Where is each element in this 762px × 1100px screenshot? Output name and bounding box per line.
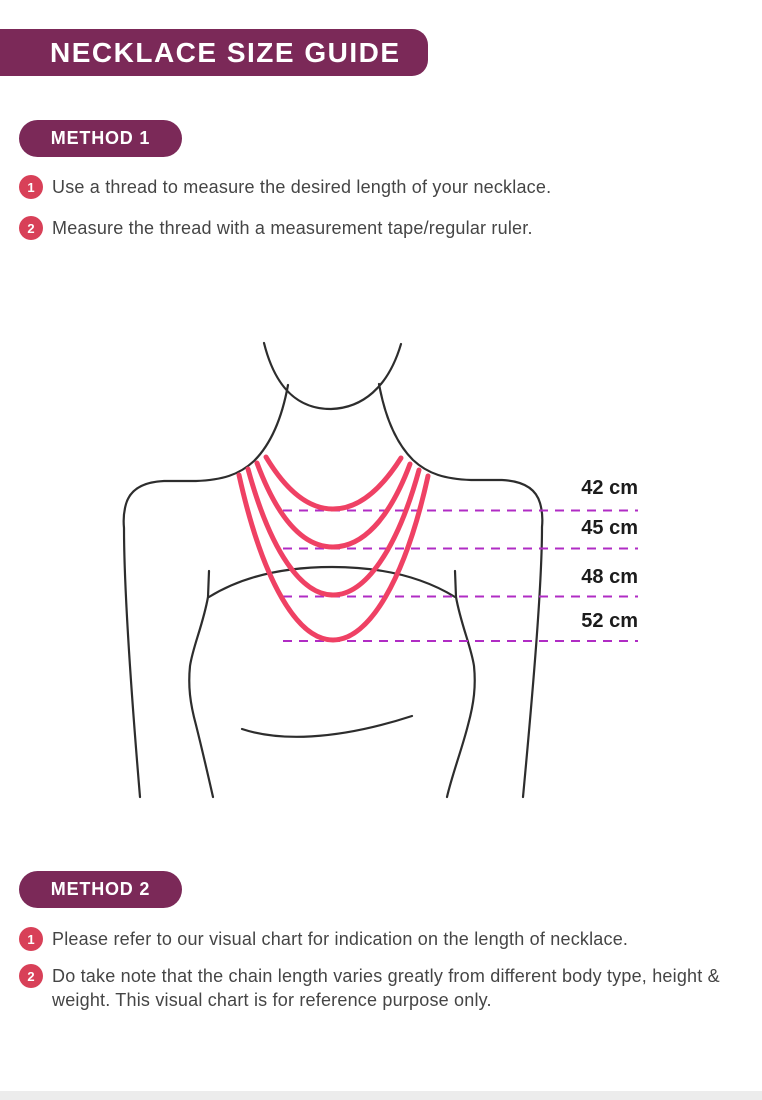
size-label-52cm: 52 cm (581, 610, 638, 632)
method-1-step-2 (19, 216, 749, 240)
size-label-48cm: 48 cm (581, 566, 638, 588)
left-waist-line (189, 571, 213, 797)
body-outline (124, 343, 543, 797)
size-label-42cm: 42 cm (581, 477, 638, 499)
step-number-badge: 1 (19, 927, 43, 951)
step-text: Use a thread to measure the desired length of your necklace. (52, 177, 552, 197)
page-title: NECKLACE SIZE GUIDE (50, 36, 401, 68)
method-1-badge-label: METHOD 1 (50, 128, 151, 148)
necklace-strand-48cm (248, 469, 419, 595)
method-1-badge (19, 120, 182, 157)
method-2-step-1 (19, 927, 759, 951)
step-text: Do take note that the chain length varies greatly from different body type, height & weight. This visual chart is for reference purpose only. (52, 966, 720, 1010)
step-text: Measure the thread with a measurement tape/regular ruler. (52, 218, 533, 238)
underbust-line (242, 716, 412, 737)
step-number-badge: 1 (19, 175, 43, 199)
right-waist-line (447, 571, 475, 797)
size-label-45cm: 45 cm (581, 517, 638, 539)
method-1-step-1 (19, 175, 749, 199)
method-2-badge-label: METHOD 2 (50, 879, 151, 899)
step-number-badge: 2 (19, 216, 43, 240)
bottom-edge-strip (0, 1091, 762, 1100)
necklace-strand-42cm (266, 457, 401, 509)
necklace-strand-52cm (239, 475, 428, 640)
method-2-step-2 (19, 964, 759, 1012)
step-number-badge: 2 (19, 964, 43, 988)
method-2-badge (19, 871, 182, 908)
title-banner (0, 29, 428, 76)
right-neck-shoulder-arm-line (379, 384, 542, 797)
step-text: Please refer to our visual chart for indication on the length of necklace. (52, 929, 629, 949)
